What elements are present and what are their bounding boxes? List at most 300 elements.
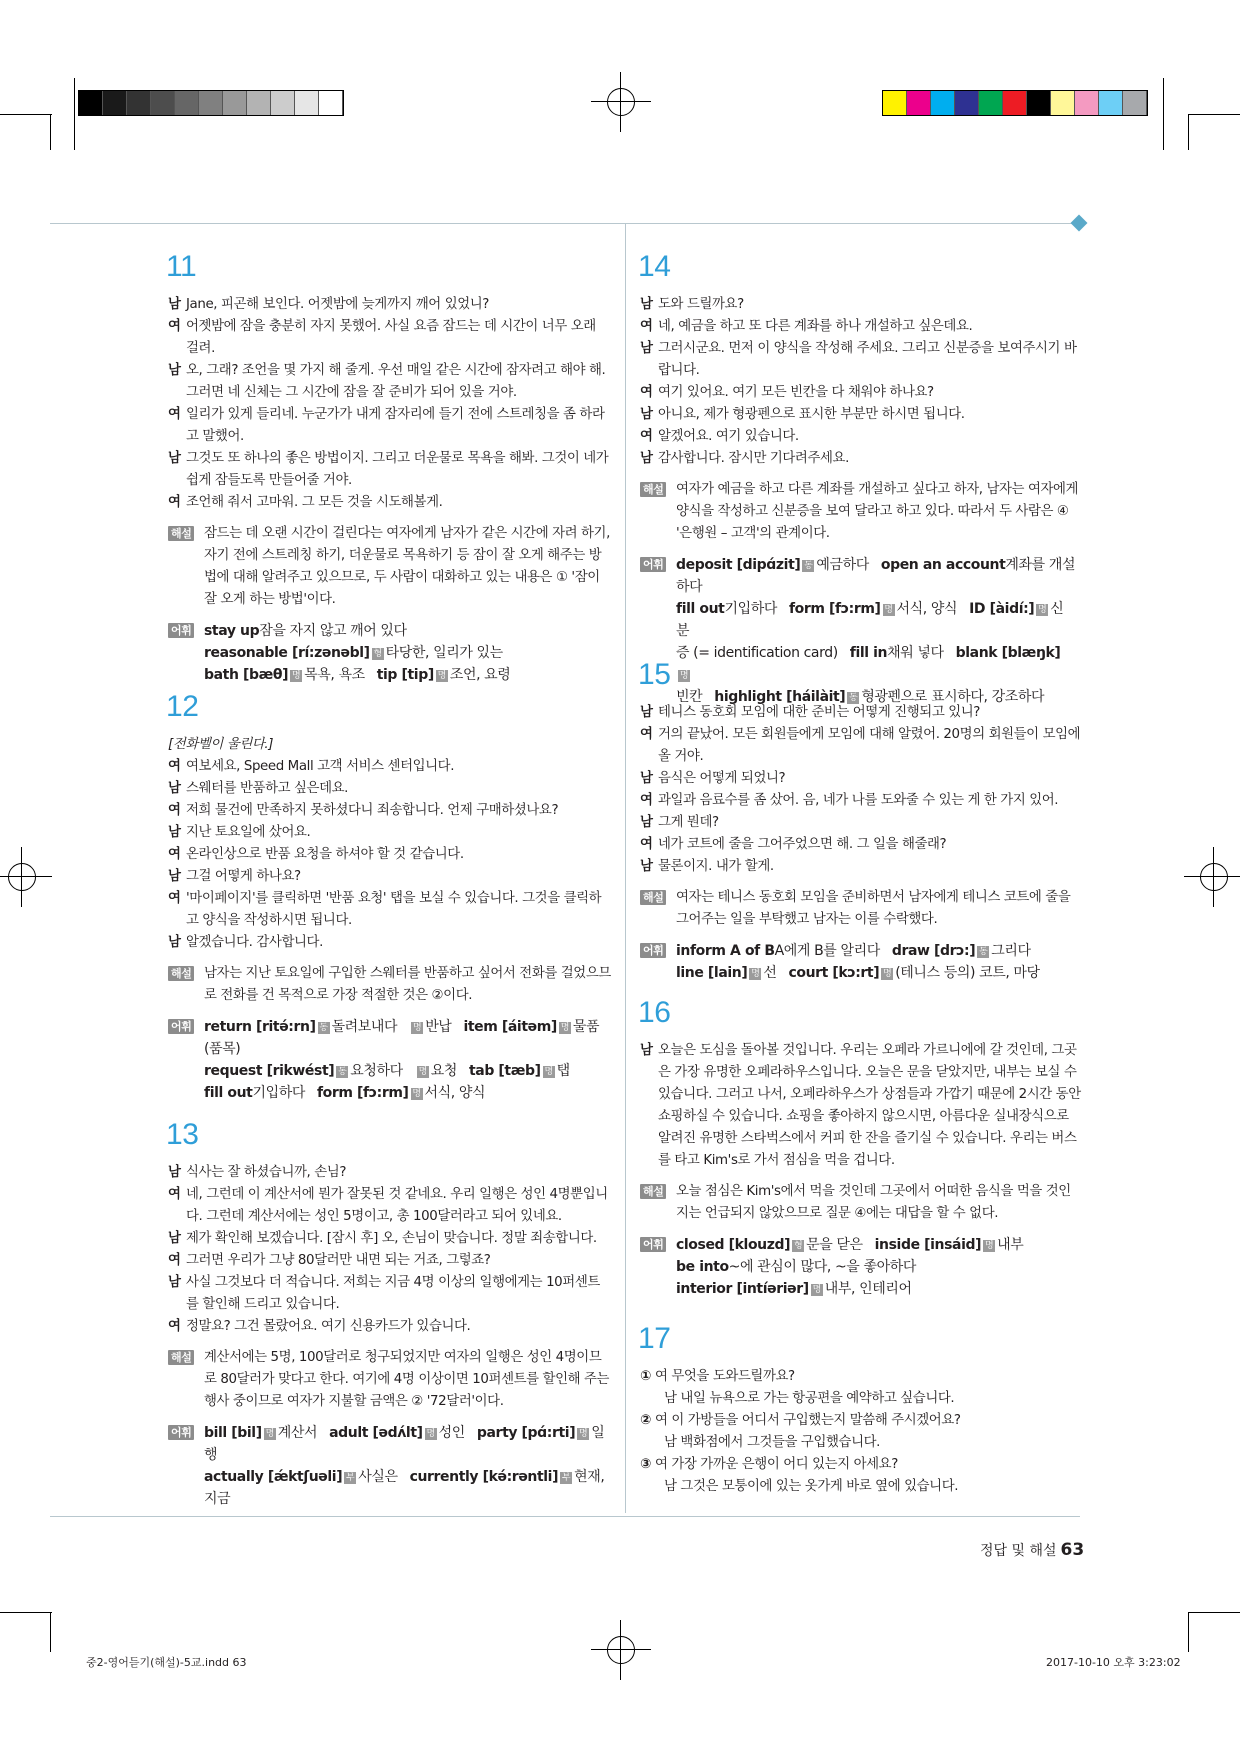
speaker-label: 여 (168, 847, 181, 862)
color-swatch (883, 91, 907, 115)
dialogue-text: 네가 코트에 줄을 그어주었으면 해. 그 일을 해줄래? (658, 837, 947, 852)
dialogue-text: 그게 뭔데? (658, 815, 719, 830)
explanation-text: 계산서에는 5명, 100달러로 청구되었지만 여자의 일행은 성인 4명이므로 80달러가 맞다고 한다. 여기에 4명 이상이면 10퍼센트를 할인해 주는 행사 중이므로 여자가 지불할 금액은 ② '72달러'이다. (204, 1350, 610, 1409)
dialogue-text: 식사는 잘 하셨습니까, 손님? (186, 1165, 347, 1180)
part-of-speech-badge: 동 (849, 693, 858, 703)
registration-mark (591, 1620, 651, 1680)
vocab-meaning: 선 (763, 965, 777, 981)
question-15 (640, 658, 1083, 996)
vocab-entry (676, 1237, 863, 1253)
vocab-meaning: 서식, 양식 (896, 601, 958, 617)
diamond-ornament (1071, 215, 1088, 232)
color-swatch (295, 91, 319, 115)
bottom-rule (50, 1516, 1080, 1517)
speaker-label: 남 (168, 451, 181, 466)
color-swatch (931, 91, 955, 115)
dialogue-line (168, 800, 611, 822)
speaker-label: 여 (654, 1413, 668, 1428)
part-of-speech-badge: 동 (338, 1067, 347, 1077)
question-17 (640, 1322, 1083, 1498)
vocab-tag: 어휘 (640, 943, 666, 958)
explanation-box (168, 1347, 611, 1413)
dialogue-text: 무엇을 도와드릴까요? (671, 1369, 795, 1384)
explanation-tag: 해설 (640, 890, 666, 905)
dialogue-line (168, 1316, 611, 1338)
vocab-word: adult [ədʌ́lt] (329, 1425, 423, 1441)
vocab-word: highlight [háilàit] (714, 689, 846, 705)
vocab-entry (409, 1019, 451, 1035)
speaker-label: 여 (640, 385, 653, 400)
speaker-label: 남 (168, 1165, 181, 1180)
speaker-label: 여 (654, 1457, 668, 1472)
stage-direction: [전화벨이 울린다.] (168, 737, 274, 752)
vocab-word: party [pɑ́:rti] (476, 1425, 576, 1441)
vocab-word: request [rikwést] (204, 1063, 335, 1079)
dialogue-line (640, 834, 1083, 856)
question-11 (168, 250, 611, 690)
question-number: 17 (638, 1322, 671, 1355)
dialogue-text: 테니스 동호회 모임에 대한 준비는 어떻게 진행되고 있니? (658, 705, 981, 720)
vocab-entry (415, 1063, 457, 1079)
color-swatch (1003, 91, 1027, 115)
color-swatch (271, 91, 295, 115)
top-rule (50, 223, 1080, 224)
vocab-meaning: 성인 (438, 1425, 465, 1441)
explanation-text: 여자가 예금을 하고 다른 계좌를 개설하고 싶다고 하자, 남자는 여자에게 양식을 작성하고 신분증을 보여 달라고 하고 있다. 따라서 두 사람은 ④ '은행원 – 고객'의 관계이다. (676, 482, 1079, 541)
color-swatch (1123, 91, 1147, 115)
crop-mark (74, 78, 75, 150)
color-swatch (1051, 91, 1075, 115)
part-of-speech-badge: 부 (561, 1473, 571, 1483)
vocab-word: fill out (676, 601, 725, 617)
dialogue-text: 네, 예금을 하고 또 다른 계좌를 하나 개설하고 싶은데요. (658, 319, 973, 334)
dialogue-line (640, 426, 1083, 448)
vocab-word: inform A of B (676, 943, 775, 959)
dialogue-text: 그러면 우리가 그냥 80달러만 내면 되는 거죠, 그렇죠? (186, 1253, 491, 1268)
vocab-row (676, 1278, 1083, 1300)
answer-choice-line (640, 1454, 1083, 1476)
dialogue-line (640, 812, 1083, 834)
crop-mark (1188, 114, 1240, 115)
vocab-entry (317, 1085, 485, 1101)
vocab-meaning: ~에 관심이 많다, ~을 좋아하다 (728, 1259, 916, 1275)
dialogue-line (640, 702, 1083, 724)
dialogue-line (640, 856, 1083, 878)
color-swatch (1027, 91, 1051, 115)
vocab-entry (676, 1259, 916, 1275)
right-column (640, 250, 1083, 1498)
crop-mark (0, 1612, 52, 1613)
vocab-entry (377, 667, 511, 683)
vocab-word: line [lain] (676, 965, 748, 981)
question-13 (168, 1118, 611, 1510)
vocab-row (676, 962, 1083, 984)
dialogue-line (168, 1250, 611, 1272)
speaker-label: 남 (640, 859, 653, 874)
part-of-speech-badge: 형 (793, 1241, 803, 1251)
vocab-entry (469, 1063, 570, 1079)
color-swatch (1099, 91, 1123, 115)
column-divider (625, 223, 626, 1513)
vocab-entry (204, 1469, 398, 1485)
vocab-row (204, 1466, 611, 1510)
color-swatch (127, 91, 151, 115)
dialogue-text: 과일과 음료수를 좀 샀어. 음, 네가 나를 도와줄 수 있는 게 한 가지 있어. (658, 793, 1059, 808)
speaker-label: 남 (640, 407, 653, 422)
vocab-meaning: 내부, 인테리어 (824, 1281, 912, 1297)
explanation-box (640, 887, 1083, 931)
speaker-label: 남 (640, 771, 653, 786)
dialogue-line (640, 294, 1083, 316)
color-swatch (223, 91, 247, 115)
vocab-tag: 어휘 (640, 1237, 666, 1252)
vocab-entry (204, 1425, 317, 1441)
vocab-meaning: 기입하다 (724, 601, 777, 617)
color-swatch (79, 91, 103, 115)
speaker-label: 남 (664, 1391, 677, 1406)
crop-mark (1188, 1612, 1240, 1613)
vocab-meaning: A에게 B를 알리다 (774, 943, 880, 959)
dialogue-line (168, 822, 611, 844)
speaker-label: 남 (640, 451, 653, 466)
vocab-meaning: 증 (= identification card) (676, 645, 838, 661)
dialogue-text: 지난 토요일에 샀어요. (186, 825, 311, 840)
dialogue-text: 그걸 어떻게 하나요? (186, 869, 301, 884)
dialogue-text: 여기 있어요. 여기 모든 빈칸을 다 채워야 하나요? (658, 385, 934, 400)
vocab-meaning: 돌려보내다 (331, 1019, 398, 1035)
dialogue-line (168, 1228, 611, 1250)
vocab-row (676, 1256, 1083, 1278)
crop-mark (50, 114, 51, 150)
part-of-speech-badge: 명 (884, 605, 893, 615)
part-of-speech-badge: 명 (413, 1023, 422, 1033)
vocab-meaning: 목욕, 욕조 (304, 667, 365, 683)
dialogue-line (168, 1162, 611, 1184)
dialogue-line (640, 790, 1083, 812)
vocab-word: blank [blæŋk] (955, 645, 1061, 661)
dialogue-text: 감사합니다. 잠시만 기다려주세요. (658, 451, 849, 466)
dialogue-text: 알겠습니다. 감사합니다. (186, 935, 323, 950)
vocab-word: inside [insáid] (874, 1237, 982, 1253)
dialogue-text: 도와 드릴까요? (658, 297, 744, 312)
answer-choice-line (640, 1432, 1083, 1454)
dialogue-line (640, 768, 1083, 790)
color-swatch (175, 91, 199, 115)
vocab-meaning: 채워 넣다 (887, 645, 944, 661)
vocab-meaning: 사실은 (358, 1469, 398, 1485)
vocab-meaning: 신분 (676, 601, 1064, 639)
question-number: 13 (166, 1118, 199, 1151)
dialogue-text: 어젯밤에 잠을 충분히 자지 못했어. 사실 요즘 잠드는 데 시간이 너무 오래 걸려. (186, 319, 596, 356)
vocab-entry (875, 1237, 1024, 1253)
color-swatch (199, 91, 223, 115)
dialogue-text: 아니요, 제가 형광펜으로 표시한 부분만 하시면 됩니다. (658, 407, 965, 422)
page-footer (980, 1540, 1084, 1560)
vocab-row (204, 642, 611, 664)
speaker-label: 여 (168, 1253, 181, 1268)
choice-number: ② (640, 1413, 651, 1428)
answer-choice-line (640, 1366, 1083, 1388)
explanation-tag: 해설 (640, 1184, 666, 1199)
vocab-tag: 어휘 (640, 557, 666, 572)
vocab-word: court [kɔ:rt] (788, 965, 880, 981)
vocab-box (640, 554, 1083, 708)
vocab-meaning: 빈칸 (676, 689, 703, 705)
dialogue-text: '마이페이지'를 클릭하면 '반품 요청' 탭을 보실 수 있습니다. 그것을 클릭하고 양식을 작성하시면 됩니다. (186, 891, 602, 928)
dialogue-line (640, 404, 1083, 426)
part-of-speech-badge: 명 (579, 1429, 588, 1439)
vocab-meaning: 타당한, 일리가 있는 (385, 645, 503, 661)
vocab-meaning: 예금하다 (816, 557, 869, 573)
vocab-row (676, 642, 1083, 686)
dialogue-line (168, 1272, 611, 1316)
speaker-label: 남 (168, 363, 181, 378)
part-of-speech-badge: 명 (751, 969, 760, 979)
answer-choice-line (640, 1410, 1083, 1432)
explanation-box (640, 1181, 1083, 1225)
dialogue-line (640, 448, 1083, 470)
dialogue-text: 거의 끝났어. 모든 회원들에게 모임에 대해 알렸어. 20명의 회원들이 모임에 올 거야. (658, 727, 1081, 764)
vocab-entry (204, 645, 503, 661)
dialogue-text: 알겠어요. 여기 있습니다. (658, 429, 799, 444)
question-number: 15 (638, 658, 671, 691)
dialogue-text: 제가 확인해 보겠습니다. [잠시 후] 오, 손님이 맞습니다. 정말 죄송합니다. (186, 1231, 597, 1246)
vocab-meaning: 탭 (556, 1063, 570, 1079)
vocab-meaning: 형광펜으로 표시하다, 강조하다 (861, 689, 1045, 705)
dialogue-text: 여보세요, Speed Mall 고객 서비스 센터입니다. (186, 759, 455, 774)
dialogue-text: 온라인상으로 반품 요청을 하셔야 할 것 같습니다. (186, 847, 464, 862)
explanation-tag: 해설 (168, 966, 194, 981)
dialogue-line (168, 932, 611, 954)
dialogue-line (640, 1040, 1083, 1172)
question-number: 12 (166, 690, 199, 723)
question-12 (168, 690, 611, 1118)
vocab-word: actually [ǽktʃuəli] (204, 1469, 343, 1485)
vocab-box (168, 620, 611, 686)
speaker-label: 여 (640, 727, 653, 742)
vocab-entry (850, 645, 944, 661)
vocab-word: form [fɔ:rm] (316, 1085, 409, 1101)
part-of-speech-badge: 부 (346, 1473, 355, 1483)
vocab-meaning: 계좌를 개설하다 (676, 557, 1076, 595)
speaker-label: 남 (168, 297, 181, 312)
speaker-label: 남 (640, 815, 653, 830)
vocab-meaning: 잠을 자지 않고 깨어 있다 (259, 623, 407, 639)
part-of-speech-badge: 명 (1038, 605, 1047, 615)
vocab-entry (204, 667, 365, 683)
crop-mark (50, 1612, 51, 1652)
vocab-word: reasonable [rí:zənəbl] (204, 645, 370, 661)
dialogue-text: 오늘은 도심을 돌아볼 것입니다. 우리는 오페라 가르니에에 갈 것인데, 그곳은 가장 유명한 오페라하우스입니다. 오늘은 문을 닫았지만, 내부는 보실 수 있습니다. 그러고 나서, 오페라하우스가 상점들과 가깝기 때문에 2시간 동안 쇼핑하실 수 있습니다. 쇼핑을 좋아하지 않으시면, 아름다운 실내장식으로 알려진 유명한 스타벅스에서 커피 한 잔을 즐기실 수 있습니다. 우리는 버스를 타고 Kim's로 가서 점심을 먹을 겁니다. (658, 1043, 1081, 1168)
process-color-bar (882, 90, 1148, 116)
file-slug: 중2-영어듣기(해설)-5교.indd 63 (86, 1656, 247, 1669)
dialogue-text: 이 가방들을 어디서 구입했는지 말씀해 주시겠어요? (671, 1413, 961, 1428)
timestamp-slug: 2017-10-10 오후 3:23:02 (1046, 1656, 1181, 1669)
vocab-row (204, 1016, 611, 1060)
dialogue-text: 정말요? 그건 몰랐어요. 여기 신용카드가 있습니다. (186, 1319, 471, 1334)
explanation-text: 남자는 지난 토요일에 구입한 스웨터를 반품하고 싶어서 전화를 걸었으므로 전화를 건 목적으로 가장 적절한 것은 ②이다. (204, 966, 611, 1003)
color-swatch (319, 91, 343, 115)
footer-label: 정답 및 해설 (980, 1543, 1057, 1559)
color-swatch (979, 91, 1003, 115)
part-of-speech-badge: 명 (437, 671, 446, 681)
registration-mark (591, 72, 651, 132)
part-of-speech-badge: 명 (984, 1241, 994, 1251)
vocab-row (204, 1422, 611, 1466)
part-of-speech-badge: 명 (679, 671, 689, 681)
dialogue-text: 가장 가까운 은행이 어디 있는지 아세요? (671, 1457, 898, 1472)
vocab-meaning: (테니스 등의) 코트, 마당 (895, 965, 1040, 981)
part-of-speech-badge: 동 (979, 947, 988, 957)
left-column (168, 250, 611, 1510)
part-of-speech-badge: 명 (291, 671, 301, 681)
vocab-meaning: 문을 닫은 (806, 1237, 863, 1253)
registration-mark (1184, 847, 1240, 907)
vocab-entry (676, 601, 777, 617)
explanation-text: 오늘 점심은 Kim's에서 먹을 것인데 그곳에서 어떠한 음식을 먹을 것인지는 언급되지 않았으므로 질문 ④에는 대답을 할 수 없다. (676, 1184, 1071, 1221)
vocab-meaning: 현재, 지금 (204, 1469, 605, 1507)
vocab-entry (676, 965, 776, 981)
vocab-row (204, 1060, 611, 1082)
vocab-entry (204, 1019, 397, 1035)
color-swatch (247, 91, 271, 115)
vocab-tag: 어휘 (168, 623, 194, 638)
vocab-box (168, 1016, 611, 1104)
dialogue-text: 음식은 어떻게 되었니? (658, 771, 786, 786)
crop-mark (1188, 1612, 1189, 1652)
vocab-word: fill out (204, 1085, 253, 1101)
dialogue-text: 그러시군요. 먼저 이 양식을 작성해 주세요. 그리고 신분증을 보여주시기 바랍니다. (658, 341, 1077, 378)
speaker-label: 남 (640, 705, 653, 720)
speaker-label: 남 (168, 1231, 181, 1246)
dialogue-line (168, 448, 611, 492)
explanation-box (168, 963, 611, 1007)
speaker-label: 여 (168, 891, 181, 906)
vocab-word: fill in (849, 645, 888, 661)
speaker-label: 남 (168, 781, 181, 796)
vocab-word: bath [bæθ] (204, 667, 289, 683)
part-of-speech-badge: 명 (544, 1067, 553, 1077)
vocab-word: draw [drɔ:] (891, 943, 976, 959)
crop-mark (0, 114, 52, 115)
speaker-label: 여 (168, 803, 181, 818)
speaker-label: 남 (640, 297, 653, 312)
question-number: 11 (166, 250, 197, 283)
vocab-meaning: 그리다 (991, 943, 1031, 959)
speaker-label: 남 (664, 1435, 677, 1450)
dialogue-text: 물론이지. 내가 할게. (658, 859, 774, 874)
speaker-label: 여 (168, 759, 181, 774)
crop-mark (1163, 78, 1164, 150)
dialogue-text: 내일 뉴욕으로 가는 항공편을 예약하고 싶습니다. (680, 1391, 955, 1406)
color-swatch (103, 91, 127, 115)
dialogue-line (168, 866, 611, 888)
question-number: 16 (638, 996, 671, 1029)
vocab-entry (676, 557, 869, 573)
vocab-word: stay up (204, 623, 260, 639)
speaker-label: 여 (640, 837, 653, 852)
dialogue-line (640, 316, 1083, 338)
part-of-speech-badge: 형 (373, 649, 382, 659)
speaker-label: 남 (168, 869, 181, 884)
explanation-box (640, 479, 1083, 545)
speaker-label: 남 (640, 341, 653, 356)
vocab-word: ID [àidí:] (969, 601, 1035, 617)
question-16 (640, 996, 1083, 1322)
dialogue-line (168, 360, 611, 404)
dialogue-line (640, 382, 1083, 404)
dialogue-text: 백화점에서 그것들을 구입했습니다. (680, 1435, 881, 1450)
vocab-entry (892, 943, 1031, 959)
vocab-word: closed [klouzd] (676, 1237, 791, 1253)
vocab-meaning: 내부 (997, 1237, 1024, 1253)
vocab-row (204, 664, 611, 686)
vocab-meaning: 계산서 (277, 1425, 318, 1441)
grayscale-bar (78, 90, 344, 116)
vocab-entry (676, 943, 880, 959)
part-of-speech-badge: 명 (265, 1429, 274, 1439)
part-of-speech-badge: 명 (418, 1067, 427, 1077)
speaker-label: 여 (654, 1369, 668, 1384)
dialogue-line (168, 294, 611, 316)
vocab-row (676, 1234, 1083, 1256)
dialogue-text: 스웨터를 반품하고 싶은데요. (186, 781, 348, 796)
dialogue-line (168, 756, 611, 778)
dialogue-line (168, 1184, 611, 1228)
speaker-label: 남 (168, 1275, 181, 1290)
vocab-row (676, 554, 1083, 598)
vocab-row (204, 620, 611, 642)
vocab-entry (676, 645, 838, 661)
vocab-meaning: 물품(품목) (204, 1019, 600, 1057)
dialogue-text: 그것도 또 하나의 좋은 방법이지. 그리고 더운물로 목욕을 해봐. 그것이 네가 쉽게 잠들도록 만들어줄 거야. (186, 451, 609, 488)
speaker-label: 여 (168, 1319, 181, 1334)
dialogue-line (168, 844, 611, 866)
speaker-label: 남 (168, 825, 181, 840)
part-of-speech-badge: 명 (812, 1285, 821, 1295)
vocab-meaning: 서식, 양식 (424, 1085, 486, 1101)
part-of-speech-badge: 명 (412, 1089, 421, 1099)
dialogue-text: 그것은 모퉁이에 있는 옷가게 바로 옆에 있습니다. (680, 1479, 959, 1494)
vocab-word: tip [tip] (376, 667, 434, 683)
vocab-entry (329, 1425, 465, 1441)
vocab-word: interior [intíəriər] (676, 1281, 809, 1297)
dialogue-text: 저희 물건에 만족하지 못하셨다니 죄송합니다. 언제 구매하셨나요? (186, 803, 559, 818)
color-swatch (151, 91, 175, 115)
dialogue-line (168, 888, 611, 932)
speaker-label: 여 (168, 1187, 181, 1202)
dialogue-text: 일리가 있게 들리네. 누군가가 내게 잠자리에 들기 전에 스트레칭을 좀 하라고 말했어. (186, 407, 605, 444)
dialogue-text: Jane, 피곤해 보인다. 어젯밤에 늦게까지 깨어 있었니? (186, 297, 490, 312)
vocab-row (676, 940, 1083, 962)
speaker-label: 남 (168, 935, 181, 950)
vocab-word: item [áitəm] (463, 1019, 557, 1035)
speaker-label: 여 (640, 793, 653, 808)
vocab-meaning: 일행 (204, 1425, 605, 1463)
part-of-speech-badge: 명 (560, 1023, 570, 1033)
speaker-label: 여 (168, 407, 181, 422)
dialogue-line (168, 404, 611, 448)
page-number: 63 (1060, 1540, 1085, 1560)
vocab-entry (204, 623, 407, 639)
speaker-label: 남 (664, 1479, 677, 1494)
explanation-tag: 해설 (640, 482, 666, 497)
vocab-word: open an account (880, 557, 1006, 573)
vocab-word: currently [kə́:rəntli] (409, 1469, 559, 1485)
dialogue-text: 사실 그것보다 더 적습니다. 저희는 지금 4명 이상의 일행에게는 10퍼센트를 할인해 드리고 있습니다. (186, 1275, 600, 1312)
vocab-tag: 어휘 (168, 1019, 194, 1034)
color-swatch (1075, 91, 1099, 115)
